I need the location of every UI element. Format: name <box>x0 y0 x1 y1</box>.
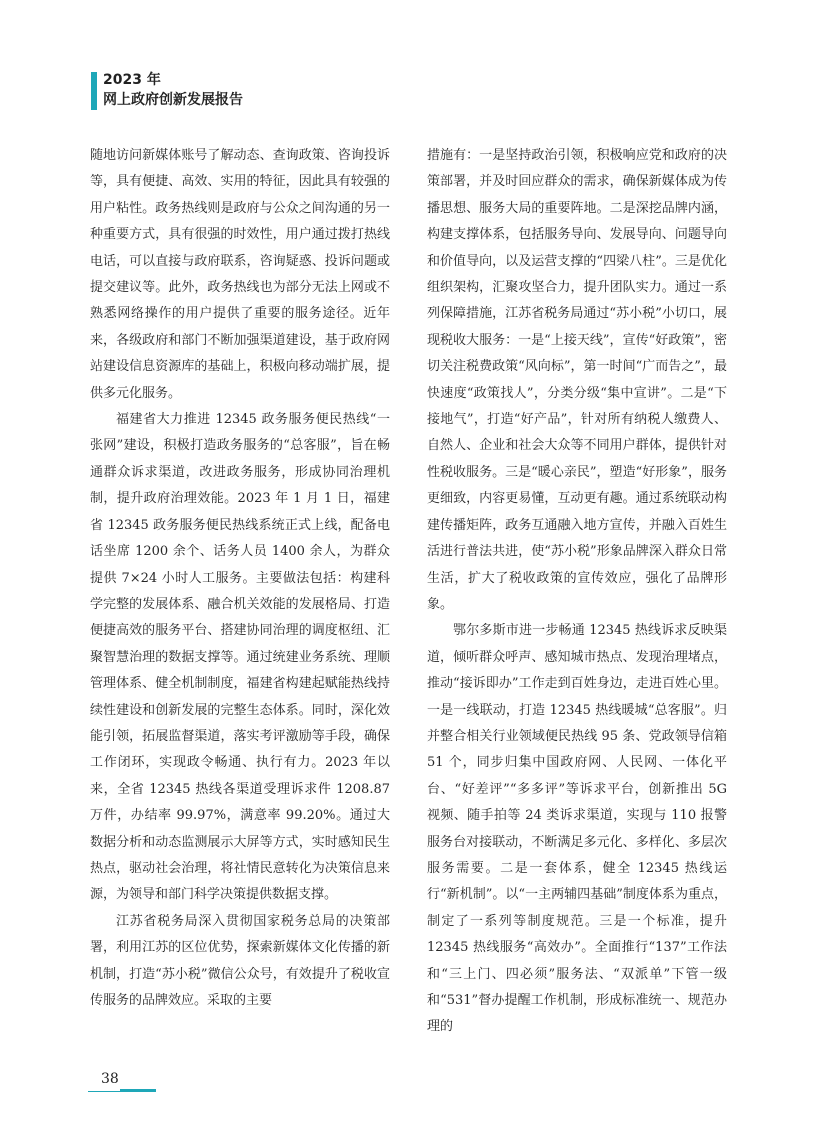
paragraph: 措施有：一是坚持政治引领，积极响应党和政府的决策部署，并及时回应群众的需求，确保新媒体成为传播思想、服务大局的重要阵地。二是深挖品牌内涵，构建支撑体系，包括服务导向、发展导向、问题导向和价值导向，以及运营支撑的“四梁八柱”。三是优化组织架构，汇聚攻坚合力，提升团队实力。通过一系列保障措施，江苏省税务局通过“苏小税”小切口，展现税收大服务：一是“上接天线”，宣传“好政策”，密切关注税费政策“风向标”，第一时间“广而告之”，最快速度“政策找人”，分类分级“集中宣讲”。二是“下接地气”，打造“好产品”，针对所有纳税人缴费人、自然人、企业和社会大众等不同用户群体，提供针对性税收服务。三是“暖心亲民”，塑造“好形象”，服务更细致，内容更易懂，互动更有趣。通过系统联动构建传播矩阵，政务互通融入地方宣传，并融入百姓生活进行普法共进，使“苏小税”形象品牌深入群众日常生活，扩大了税收政策的宣传效应，强化了品牌形象。 <box>427 148 727 612</box>
right-column <box>427 143 727 1041</box>
paragraph: 江苏省税务局深入贯彻国家税务总局的决策部署，利用江苏的区位优势，探索新媒体文化传播的新机制，打造“苏小税”微信公众号，有效提升了税收宣传服务的品牌效应。采取的主要 <box>90 913 390 1008</box>
page-number: 38 <box>101 1071 119 1087</box>
left-column <box>90 143 390 1014</box>
header-accent-bar <box>91 72 97 110</box>
paragraph: 鄂尔多斯市进一步畅通 12345 热线诉求反映渠道，倾听群众呼声、感知城市热点、发现治理堵点，推动“接诉即办”工作走到百姓身边，走进百姓心里。一是一线联动，打造 12345 热线暖城“总客服”。归并整合相关行业领域便民热线 95 条、党政领导信箱 51 个，同步归集中国政府网、人民网、一体化平台、“好差评”“多多评”等诉求平台，创新推出 5G 视频、随手拍等 24 类诉求渠道，实现与 110 报警服务台对接联动，不断满足多元化、多样化、多层次服务需要。二是一套体系，健全 12345 热线运行“新机制”。以“一主两辅四基础”制度体系为重点，制定了一系列等制度规范。三是一个标准，提升 12345 热线服务“高效办”。全面推行“137”工作法和“三上门、四必须”服务法、“双派单”下管一级和“531”督办提醒工作机制，形成标准统一、规范办理的 <box>427 623 727 1035</box>
paragraph: 随地访问新媒体账号了解动态、查询政策、咨询投诉等，具有便捷、高效、实用的特征，因此具有较强的用户粘性。政务热线则是政府与公众之间沟通的另一种重要方式，具有很强的时效性，用户通过拨打热线电话，可以直接与政府联系，咨询疑惑、投诉问题或提交建议等。此外，政务热线也为部分无法上网或不熟悉网络操作的用户提供了重要的服务途径。近年来，各级政府和部门不断加强渠道建设，基于政府网站建设信息资源库的基础上，积极向移动端扩展，提供多元化服务。 <box>90 148 390 401</box>
paragraph: 福建省大力推进 12345 政务服务便民热线“一张网”建设，积极打造政务服务的“总客服”，旨在畅通群众诉求渠道，改进政务服务，形成协同治理机制，提升政府治理效能。2023 年 1 月 1 日，福建省 12345 政务服务便民热线系统正式上线，配备电话坐席 1200 余个、话务人员 1400 余人，为群众提供 7×24 小时人工服务。主要做法包括：构建科学完整的发展体系、融合机关效能的发展格局、打造便捷高效的服务平台、搭建协同治理的调度枢纽、汇聚智慧治理的数据支撑等。通过统建业务系统、理顺管理体系、健全机制制度，福建省构建起赋能热线持续性建设和创新发展的完整生态体系。同时，深化效能引领，拓展监督渠道，落实考评激励等手段，确保工作闭环，实现政令畅通、执行有力。2023 年以来，全省 12345 热线各渠道受理诉求件 1208.87 万件，办结率 99.97%，满意率 99.20%。通过大数据分析和动态监测展示大屏等方式，实时感知民生热点，驱动社会治理，将社情民意转化为决策信息来源，为领导和部门科学决策提供数据支撑。 <box>90 412 390 903</box>
page-number-accent <box>120 1089 156 1092</box>
report-year: 2023 年 <box>103 72 161 88</box>
running-header <box>103 70 243 110</box>
report-title: 网上政府创新发展报告 <box>103 92 243 108</box>
